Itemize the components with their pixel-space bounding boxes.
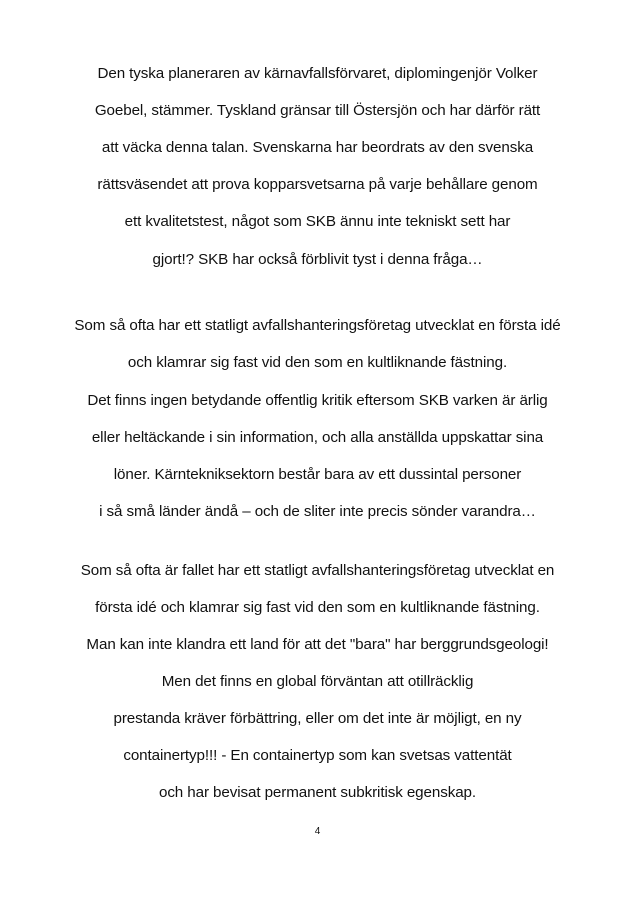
paragraph-2-line-1: Som så ofta har ett statligt avfallshanteringsföretag utvecklat en första idé <box>74 317 561 334</box>
paragraph-1-line-2: Goebel, stämmer. Tyskland gränsar till Östersjön och har därför rätt <box>94 102 541 119</box>
paragraph-3-line-2: första idé och klamrar sig fast vid den som en kultliknande fästning. <box>95 599 540 616</box>
paragraph-2-line-4: eller heltäckande i sin information, och alla anställda uppskattar sina <box>91 429 544 446</box>
paragraph-3-line-4: Men det finns en global förväntan att otillräcklig <box>161 673 474 690</box>
paragraph-2-line-2: och klamrar sig fast vid den som en kultliknande fästning. <box>127 354 508 371</box>
paragraph-1-line-4: rättsväsendet att prova kopparsvetsarna på varje behållare genom <box>97 176 538 193</box>
paragraph-2-line-6: i så små länder ändå – och de sliter inte precis sönder varandra… <box>99 503 536 520</box>
paragraph-1-line-6: gjort!? SKB har också förblivit tyst i denna fråga… <box>152 251 483 268</box>
paragraph-2-line-5: löner. Kärntekniksektorn består bara av ett dussintal personer <box>113 466 522 483</box>
paragraph-3-line-7: och har bevisat permanent subkritisk egenskap. <box>158 784 477 801</box>
paragraph-1-line-3: att väcka denna talan. Svenskarna har beordrats av den svenska <box>101 139 534 156</box>
paragraph-3-line-1: Som så ofta är fallet har ett statligt avfallshanteringsföretag utvecklat en <box>80 562 555 579</box>
page-number: 4 <box>314 826 321 837</box>
paragraph-1-line-5: ett kvalitetstest, något som SKB ännu inte tekniskt sett har <box>124 213 511 230</box>
paragraph-3-line-5: prestanda kräver förbättring, eller om det inte är möjligt, en ny <box>113 710 522 727</box>
paragraph-1-line-1: Den tyska planeraren av kärnavfallsförvaret, diplomingenjör Volker <box>97 65 538 82</box>
paragraph-3-line-6: containertyp!!! - En containertyp som kan svetsas vattentät <box>123 747 512 764</box>
paragraph-2-line-3: Det finns ingen betydande offentlig kritik eftersom SKB varken är ärlig <box>87 392 548 409</box>
paragraph-3-line-3: Man kan inte klandra ett land för att det "bara" har berggrundsgeologi! <box>86 636 549 653</box>
